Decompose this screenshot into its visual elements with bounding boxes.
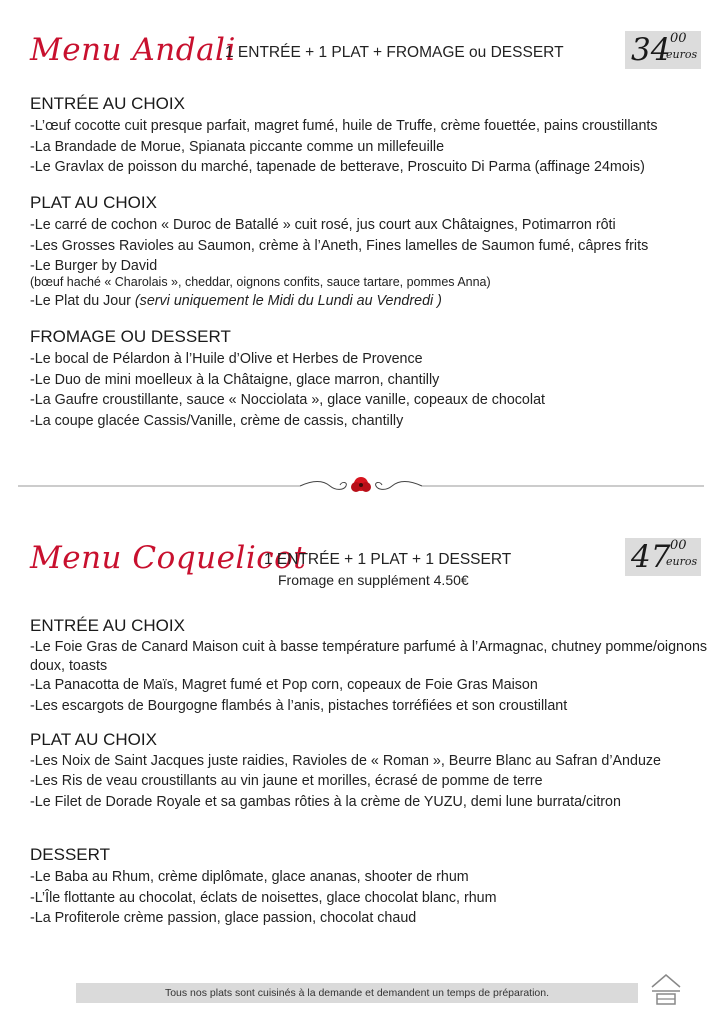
section-plat	[30, 730, 710, 812]
price-badge	[625, 31, 701, 69]
section-title: FROMAGE OU DESSERT	[30, 327, 231, 346]
section-title: DESSERT	[30, 845, 110, 864]
menu-item: -Les Noix de Saint Jacques juste raidies, Ravioles de « Roman », Beurre Blanc au Safran d’Anduze	[30, 753, 662, 769]
menu-title: Menu Coquelicot	[30, 540, 307, 576]
menu-item: -Le Duo de mini moelleux à la Châtaigne, glace marron, chantilly	[30, 371, 440, 388]
menu-item: -Le Foie Gras de Canard Maison cuit à basse température parfumé à l’Armagnac, chutney pomme/oignons doux, toasts	[30, 639, 708, 674]
section-title: PLAT AU CHOIX	[30, 730, 157, 749]
section-entree	[30, 616, 710, 716]
menu-item: -La Brandade de Morue, Spianata piccante comme un millefeuille	[30, 138, 445, 155]
menu-item: -Les Grosses Ravioles au Saumon, crème à l’Aneth, Fines lamelles de Saumon fumé, câpres frits	[30, 237, 649, 254]
menu-item	[30, 258, 710, 290]
menu-item: -Le bocal de Pélardon à l’Huile d’Olive et Herbes de Provence	[30, 351, 423, 367]
section-entree	[30, 94, 710, 178]
menu-title: Menu Andali	[30, 32, 236, 68]
price-decimal: 00	[670, 538, 687, 553]
price-integer: 34	[631, 32, 671, 68]
menu-formula: 1 ENTRÉE + 1 PLAT + FROMAGE ou DESSERT	[225, 44, 564, 61]
menu-item: -L’œuf cocotte cuit presque parfait, magret fumé, huile de Truffe, crème fouettée, pains croustillants	[30, 118, 658, 134]
menu-item: -L’Île flottante au chocolat, éclats de noisettes, glace chocolat blanc, rhum	[30, 889, 497, 906]
menu-item	[30, 291, 710, 312]
price-integer: 47	[631, 539, 671, 575]
menu-item: -La coupe glacée Cassis/Vanille, crème de cassis, chantilly	[30, 412, 404, 429]
price-currency: euros	[666, 48, 698, 61]
menu-item: -Les escargots de Bourgogne flambés à l’anis, pistaches torréfiées et son croustillant	[30, 697, 568, 714]
menu-item-detail: (bœuf haché « Charolais », cheddar, oignons confits, sauce tartare, pommes Anna)	[30, 275, 491, 289]
menu-item: -Le Baba au Rhum, crème diplômate, glace ananas, shooter de rhum	[30, 869, 469, 885]
price-currency: euros	[666, 555, 698, 568]
price-decimal: 00	[670, 31, 687, 46]
menu-item-label: -Le Burger by David	[30, 258, 158, 274]
menu-item: -Le Gravlax de poisson du marché, tapenade de betterave, Proscuito Di Parma (affinage 24mois)	[30, 159, 645, 175]
price-badge	[625, 538, 701, 576]
menu-item: -Le Filet de Dorade Royale et sa gambas rôties à la crème de YUZU, demi lune burrata/citron	[30, 793, 621, 810]
menu-item-label: -Le Plat du Jour	[30, 293, 135, 309]
section-title: PLAT AU CHOIX	[30, 193, 157, 212]
flourish-flower-icon	[18, 476, 704, 496]
menu-supplement: Fromage en supplément 4.50€	[278, 572, 469, 588]
menu-item: -La Gaufre croustillante, sauce « Nocciolata », glace vanille, copeaux de chocolat	[30, 392, 545, 408]
menu-item: -La Profiterole crème passion, glace passion, chocolat chaud	[30, 910, 417, 926]
menu-item: -Les Ris de veau croustillants au vin jaune et morilles, écrasé de pomme de terre	[30, 773, 543, 789]
section-fromage-dessert	[30, 327, 710, 431]
menu-item: -Le carré de cochon « Duroc de Batallé » cuit rosé, jus court aux Châtaignes, Potimarron rôti	[30, 217, 616, 233]
section-title: ENTRÉE AU CHOIX	[30, 94, 185, 113]
section-plat	[30, 193, 710, 312]
section-dessert	[30, 845, 710, 929]
menu-formula: 1 ENTRÉE + 1 PLAT + 1 DESSERT	[264, 551, 512, 568]
footer-note: Tous nos plats sont cuisinés à la demande et demandent un temps de préparation.	[76, 983, 638, 1003]
house-outline-icon	[648, 971, 684, 1007]
menu-item-note: (servi uniquement le Midi du Lundi au Vendredi )	[134, 293, 442, 309]
section-title: ENTRÉE AU CHOIX	[30, 616, 185, 635]
menu-item: -La Panacotta de Maïs, Magret fumé et Pop corn, copeaux de Foie Gras Maison	[30, 677, 538, 693]
